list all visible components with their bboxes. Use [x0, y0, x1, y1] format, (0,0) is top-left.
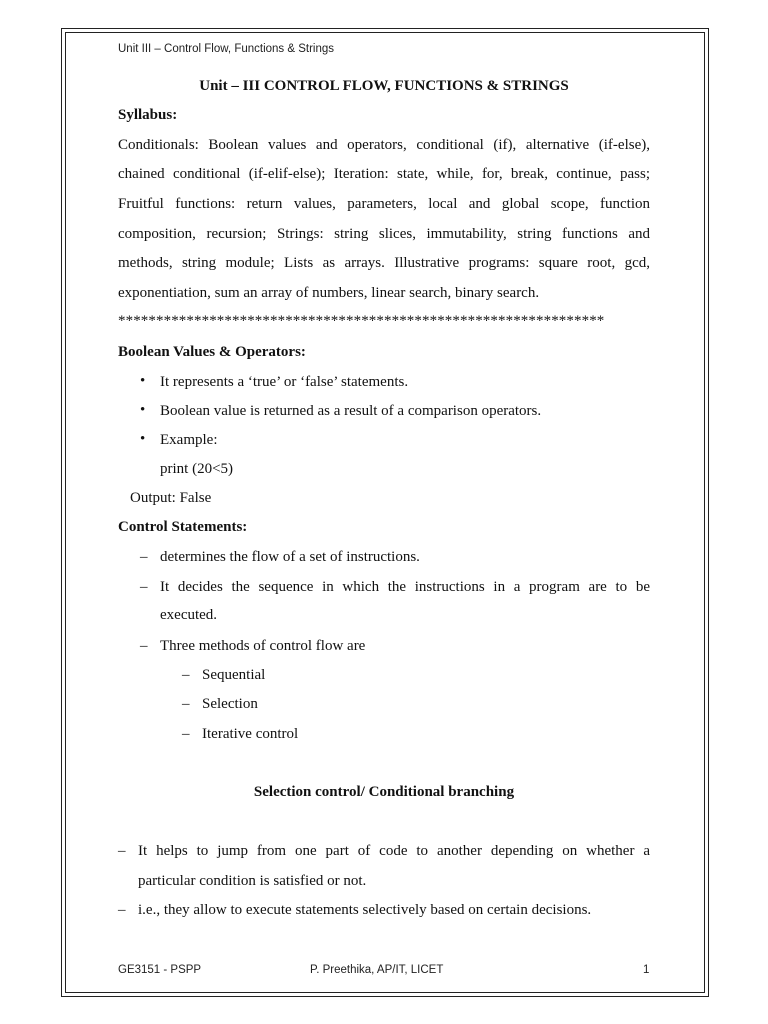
dash-icon: – — [140, 549, 148, 565]
syllabus-line: chained conditional (if-elif-else); Iteration: state, while, for, break, continue, pass; — [118, 166, 650, 182]
list-item: Boolean value is returned as a result of a comparison operators. — [160, 403, 542, 419]
page-title: Unit – III CONTROL FLOW, FUNCTIONS & STRINGS — [199, 78, 569, 94]
list-item: determines the flow of a set of instructions. — [160, 549, 420, 565]
sub-list-item: Sequential — [202, 667, 266, 683]
control-heading: Control Statements: — [118, 519, 248, 535]
syllabus-line: composition, recursion; Strings: string slices, immutability, string functions and — [118, 226, 650, 242]
separator-stars: **************************************************************** — [118, 313, 605, 329]
list-item: Three methods of control flow are — [160, 638, 366, 654]
dash-icon: – — [140, 579, 148, 595]
syllabus-line: exponentiation, sum an array of numbers, linear search, binary search. — [118, 285, 540, 301]
list-item: It represents a ‘true’ or ‘false’ statements. — [160, 374, 409, 390]
dash-icon: – — [140, 638, 148, 654]
list-item: It decides the sequence in which the instructions in a program are to be — [160, 579, 650, 595]
syllabus-line: Conditionals: Boolean values and operators, conditional (if), alternative (if-else), — [118, 137, 650, 153]
dash-icon: – — [118, 902, 126, 918]
list-item-continued: executed. — [160, 607, 218, 623]
syllabus-line: methods, string module; Lists as arrays. Illustrative programs: square root, gcd, — [118, 255, 650, 271]
bullet-icon: • — [140, 431, 146, 447]
syllabus-line: Fruitful functions: return values, parameters, local and global scope, function — [118, 196, 650, 212]
dash-icon: – — [182, 696, 190, 712]
dash-icon: – — [182, 726, 190, 742]
footer-author: P. Preethika, AP/IT, LICET — [310, 964, 444, 976]
running-header: Unit III – Control Flow, Functions & Strings — [118, 43, 335, 55]
syllabus-heading: Syllabus: — [118, 107, 178, 123]
code-example: print (20<5) — [160, 461, 234, 477]
footer-course: GE3151 - PSPP — [118, 964, 202, 976]
dash-icon: – — [182, 667, 190, 683]
sub-list-item: Selection — [202, 696, 258, 712]
sub-list-item: Iterative control — [202, 726, 299, 742]
list-item: Example: — [160, 432, 218, 448]
selection-heading: Selection control/ Conditional branching — [253, 784, 515, 800]
list-item: i.e., they allow to execute statements selectively based on certain decisions. — [138, 902, 592, 918]
boolean-heading: Boolean Values & Operators: — [118, 344, 306, 360]
bullet-icon: • — [140, 373, 146, 389]
list-item: It helps to jump from one part of code to another depending on whether a — [138, 843, 650, 859]
list-item-continued: particular condition is satisfied or not. — [138, 873, 367, 889]
footer-page-number: 1 — [643, 964, 650, 976]
dash-icon: – — [118, 843, 126, 859]
bullet-icon: • — [140, 402, 146, 418]
code-output: Output: False — [130, 490, 212, 506]
